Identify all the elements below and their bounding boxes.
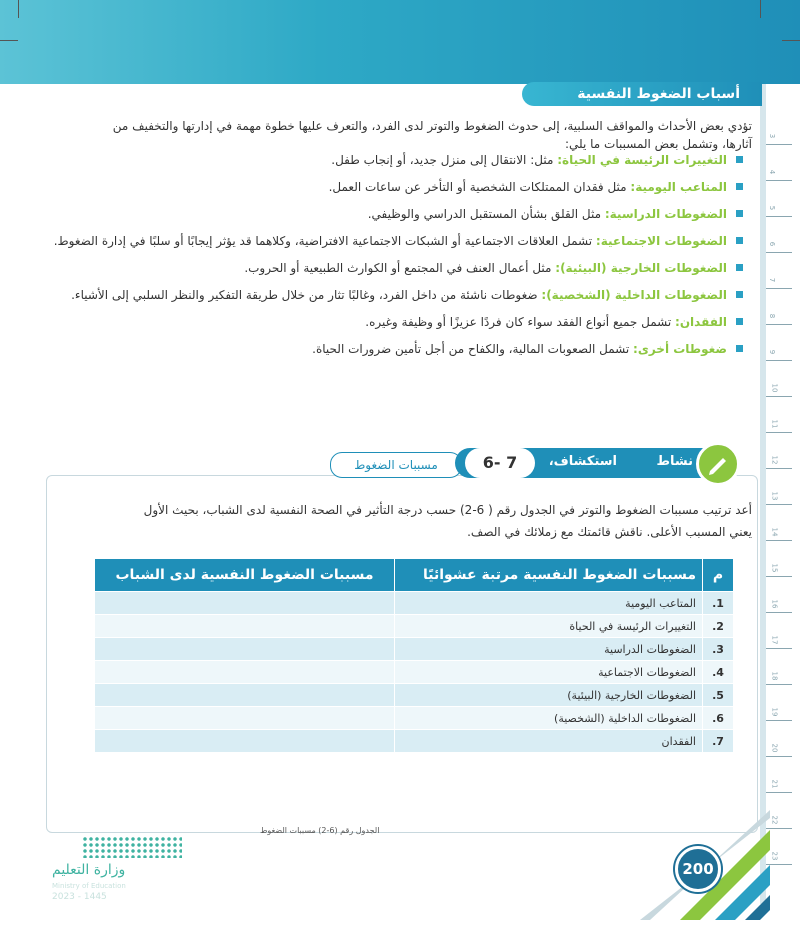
ruler-number: 20 [770, 743, 779, 753]
table-row [95, 684, 734, 707]
bullet-text: تشمل العلاقات الاجتماعية أو الشبكات الاجتماعية الافتراضية، وكلاهما قد يؤثر إيجابًا أو سلبًا في إدارة الضغوط. [53, 234, 596, 248]
table-row [95, 707, 734, 730]
row-cause: الضغوطات الخارجية (البيئية) [395, 684, 703, 707]
bullet-keyword: ضغوطات أخرى: [633, 342, 727, 356]
table-row [95, 592, 734, 615]
bullet-keyword: التغييرات الرئيسة في الحياة: [557, 153, 727, 167]
ruler-number: 6 [768, 241, 777, 247]
ruler-tick [766, 576, 792, 577]
bullet-text: ضغوطات ناشئة من داخل الفرد، وغالبًا تثار من خلال طريقة التفكير والنظر السلبي إلى الأشياء. [71, 288, 542, 302]
table-caption: الجدول رقم (6-2) مسببات الضغوط [260, 826, 380, 835]
activity-header [330, 442, 740, 478]
ministry-logo [52, 836, 192, 926]
header-band [0, 0, 800, 84]
ruler-number: 11 [770, 419, 779, 429]
ruler-tick [766, 540, 792, 541]
ruler-tick [766, 288, 792, 289]
ruler-number: 10 [770, 383, 779, 393]
ruler-number: 3 [768, 133, 777, 139]
list-item [45, 178, 745, 196]
row-number: 6. [703, 707, 734, 730]
bullet-square-icon [736, 345, 743, 352]
bullet-square-icon [736, 318, 743, 325]
bullet-keyword: الضغوطات الدراسية: [604, 207, 727, 221]
row-cause: المتاعب اليومية [395, 592, 703, 615]
crop-mark [18, 0, 19, 18]
bullet-keyword: المتاعب اليومية: [630, 180, 727, 194]
bullet-keyword: الضغوطات الداخلية (الشخصية): [541, 288, 727, 302]
row-answer-cell[interactable] [95, 615, 395, 638]
ruler-number: 4 [768, 169, 777, 175]
activity-label-pill [455, 448, 737, 478]
logo-sub: Ministry of Education [52, 882, 126, 890]
row-answer-cell[interactable] [95, 661, 395, 684]
activity-text-2: يعني المسبب الأعلى. ناقش قائمتك مع زملائك في الصف. [467, 525, 752, 539]
activity-label: نشاط [656, 454, 693, 469]
ruler-tick [766, 504, 792, 505]
activity-title: مسببات الضغوط [330, 452, 462, 478]
row-answer-cell[interactable] [95, 707, 395, 730]
table-header: مسببات الضغوط النفسية لدى الشباب [95, 559, 395, 592]
ruler-number: 21 [770, 779, 779, 789]
ruler-number: 15 [770, 563, 779, 573]
bullet-square-icon [736, 183, 743, 190]
ruler-tick [766, 792, 792, 793]
activity-type: استكشاف، [548, 454, 617, 469]
ruler-tick [766, 324, 792, 325]
ruler-number: 12 [770, 455, 779, 465]
ruler-tick [766, 468, 792, 469]
ruler-tick [766, 756, 792, 757]
section-heading: أسباب الضغوط النفسية [522, 82, 762, 106]
ruler-tick [766, 216, 792, 217]
list-item [45, 259, 745, 277]
margin-ruler [766, 84, 800, 861]
ruler-tick [766, 252, 792, 253]
list-item [45, 205, 745, 223]
table-row [95, 730, 734, 753]
ruler-tick [766, 360, 792, 361]
list-item [45, 340, 745, 358]
bullet-square-icon [736, 210, 743, 217]
bullet-square-icon [736, 237, 743, 244]
intro-line-1: تؤدي بعض الأحداث والمواقف السلبية، إلى حدوث الضغوط والتوتر لدى الفرد، والتعرف عليها خطوة مهمة في إدارتها والتخفيف من [112, 119, 752, 133]
bullet-text: مثل فقدان الممتلكات الشخصية أو التأخر عن ساعات العمل. [328, 180, 631, 194]
logo-year: 2023 - 1445 [52, 892, 107, 902]
ruler-tick [766, 432, 792, 433]
pencil-icon [696, 442, 740, 486]
table-header: م [703, 559, 734, 592]
ruler-number: 5 [768, 205, 777, 211]
bullet-keyword: الضغوطات الاجتماعية: [595, 234, 727, 248]
logo-dots [82, 836, 182, 858]
ruler-tick [766, 612, 792, 613]
logo-name: وزارة التعليم [52, 862, 126, 878]
crop-mark [782, 40, 800, 41]
ruler-number: 14 [770, 527, 779, 537]
bullet-keyword: الضغوطات الخارجية (البيئية): [555, 261, 727, 275]
crop-mark [0, 40, 18, 41]
ruler-tick [766, 144, 792, 145]
row-cause: الفقدان [395, 730, 703, 753]
ruler-tick [766, 648, 792, 649]
activity-number: 7 -6 [465, 448, 535, 478]
bullet-text: تشمل جميع أنواع الفقد سواء كان فردًا عزيزًا أو وظيفة وغيره. [365, 315, 676, 329]
ruler-tick [766, 720, 792, 721]
ruler-number: 23 [770, 851, 779, 861]
ruler-number: 9 [768, 349, 777, 355]
list-item [45, 286, 745, 304]
bullet-text: مثل أعمال العنف في المجتمع أو الكوارث الطبيعية أو الحروب. [244, 261, 556, 275]
ruler-tick [766, 396, 792, 397]
bullet-square-icon [736, 264, 743, 271]
ruler-number: 22 [770, 815, 779, 825]
row-answer-cell[interactable] [95, 638, 395, 661]
table-row [95, 638, 734, 661]
bullet-keyword: الفقدان: [675, 315, 727, 329]
table-row [95, 661, 734, 684]
causes-list [45, 151, 745, 367]
causes-table [94, 558, 734, 753]
list-item [45, 313, 745, 331]
row-cause: التغييرات الرئيسة في الحياة [395, 615, 703, 638]
row-number: 4. [703, 661, 734, 684]
activity-text-1: أعد ترتيب مسببات الضغوط والتوتر في الجدول رقم ( 6-2) حسب درجة التأثير في الصحة النفسية لدى الشباب، بحيث الأول [143, 503, 752, 517]
ruler-number: 13 [770, 491, 779, 501]
row-cause: الضغوطات الداخلية (الشخصية) [395, 707, 703, 730]
table-header: مسببات الضغوط النفسية مرتبة عشوائيًا [395, 559, 703, 592]
bullet-square-icon [736, 291, 743, 298]
row-cause: الضغوطات الاجتماعية [395, 661, 703, 684]
row-number: 2. [703, 615, 734, 638]
row-number: 5. [703, 684, 734, 707]
page-number: 200 [675, 846, 721, 892]
table-row [95, 615, 734, 638]
row-answer-cell[interactable] [95, 684, 395, 707]
ruler-number: 7 [768, 277, 777, 283]
row-cause: الضغوطات الدراسية [395, 638, 703, 661]
row-answer-cell[interactable] [95, 730, 395, 753]
ruler-number: 8 [768, 313, 777, 319]
ruler-number: 17 [770, 635, 779, 645]
list-item [45, 232, 745, 250]
bullet-text: مثل: الانتقال إلى منزل جديد، أو إنجاب طفل. [331, 153, 558, 167]
row-number: 1. [703, 592, 734, 615]
ruler-tick [766, 684, 792, 685]
ruler-number: 18 [770, 671, 779, 681]
crop-mark [760, 0, 761, 18]
ruler-tick [766, 180, 792, 181]
row-number: 7. [703, 730, 734, 753]
ruler-number: 16 [770, 599, 779, 609]
bullet-text: تشمل الصعوبات المالية، والكفاح من أجل تأمين ضرورات الحياة. [312, 342, 634, 356]
intro-line-2: آثارها، وتشمل بعض المسببات ما يلي: [564, 137, 752, 151]
row-answer-cell[interactable] [95, 592, 395, 615]
bullet-square-icon [736, 156, 743, 163]
bullet-text: مثل القلق بشأن المستقبل الدراسي والوظيفي. [367, 207, 605, 221]
list-item [45, 151, 745, 169]
row-number: 3. [703, 638, 734, 661]
ruler-number: 19 [770, 707, 779, 717]
